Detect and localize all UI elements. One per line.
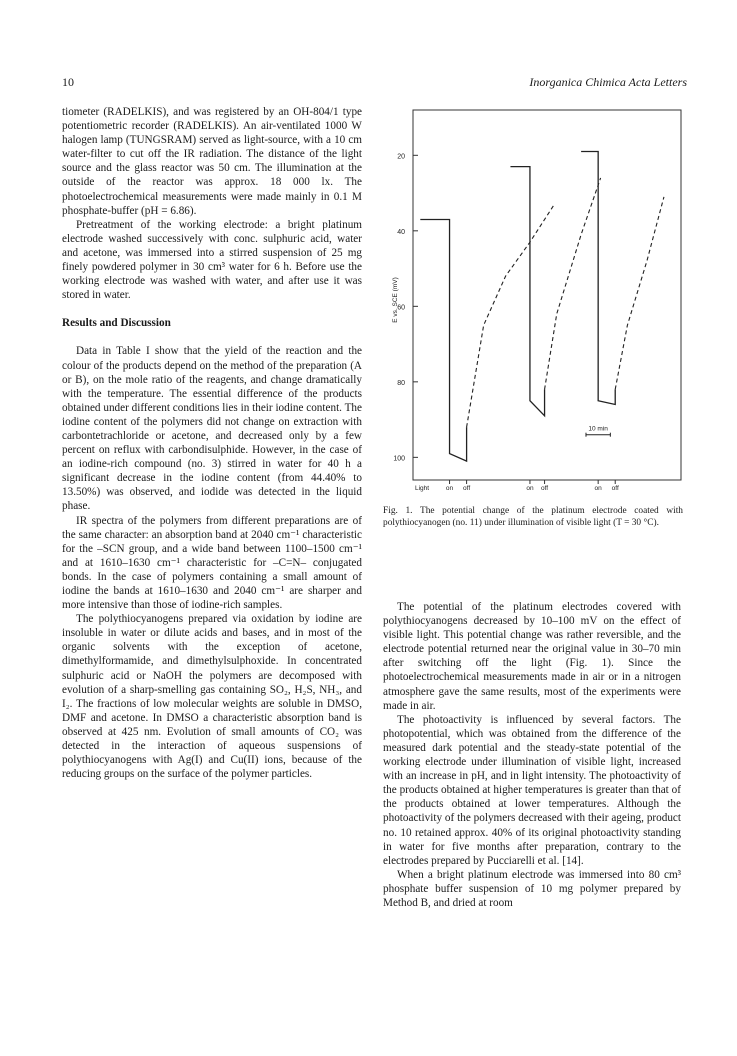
paragraph: Pretreatment of the working electrode: a bright platinum electrode washed successively with conc. sulphuric acid, water and acetone, was immersed into a stirred suspension of 25 mg finely powdered polymer in 30 cm³ water for 6 h. Before use the working electrode was washed with water, and after use it was stored in water. xyxy=(62,218,362,302)
page-number: 10 xyxy=(62,75,74,89)
series-line-solid xyxy=(420,219,466,461)
paragraph: IR spectra of the polymers from different preparations are of the same character: an absorption band at 2040 cm⁻¹ characteristic for the –SCN group, and a wide band between 1100–1500 cm⁻¹ and at 1610–1630 cm⁻¹ characteristic for –C=N– conjugated bonds. In the case of polymers containing a small amount of iodine the bands at 1610–1630 and 2040 cm⁻¹ are sharper and more intensive than those of iodine-rich samples. xyxy=(62,514,362,612)
series-line-solid xyxy=(581,152,615,405)
light-event-label: on xyxy=(445,485,454,492)
paragraph: When a bright platinum electrode was immersed into 80 cm³ phosphate buffer suspension of 10 mg polymer prepared by Method B, and dried at room xyxy=(383,868,681,909)
right-column xyxy=(383,600,681,910)
chart-marks xyxy=(420,152,664,462)
y-tick-label: 40 xyxy=(397,228,405,236)
light-event-label: on xyxy=(594,485,602,492)
light-event-label: on xyxy=(526,485,534,492)
light-event-label: off xyxy=(463,485,471,492)
figure-1-chart xyxy=(383,100,683,500)
light-event-label: off xyxy=(611,485,619,492)
series-line-dashed xyxy=(615,197,664,390)
paragraph: tiometer (RADELKIS), and was registered by an OH-804/1 type potentiometric recorder (RADELKIS). An air-ventilated 1000 W halogen lamp (TUNGSRAM) served as light-source, with a 10 cm water-filter to cut off the IR radiation. The distance of the light source and the glass reactor was 50 cm. The illumination at the outside of the reactor was approx. 18 000 lx. The photoelectrochemical measurements were made mainly in 0.1 M phosphate-buffer (pH = 6.86). xyxy=(62,106,362,217)
chart-axes xyxy=(392,110,681,492)
plot-frame xyxy=(413,110,681,480)
left-column xyxy=(62,105,362,781)
paragraph: Data in Table I show that the yield of the reaction and the colour of the products depend on the method of the preparation (A or B), on the mole ratio of the reagents, and change dramatically with the temperature. The essential difference of the products obtained under different conditions lies in their iodine content. The iodine content of the polymers did not change on extraction with carbontetrachloride or acetone, and decreased only by a few percent on reflux with carbondisulphide. However, in the case of an iodine-rich compound (no. 3) stirred in water for 40 h a significant decrease in the iodine content (from 44.40% to 13.50%) was observed, and iodide was detected in the liquid phase. xyxy=(62,345,362,513)
y-tick-label: 60 xyxy=(397,304,405,312)
series-line-dashed xyxy=(467,204,555,427)
paragraph: The polythiocyanogens prepared via oxidation by iodine are insoluble in water or dilute acids and bases, and in most of the organic solvents with the exception of acetone, dimethylformamide, and dimethylsulphoxide. In concentrated sulphuric acid or NaOH the polymers are decomposed with evolution of a sharp-smelling gas containing SO₂, H₂S, NH₃, and I₂. The fractions of low molecular weights are soluble in DMSO, DMF and acetone. In DMSO a characteristic absorption band is observed at 425 nm. Evolution of small amounts of CO₂ was detected in the interaction of aqueous suspensions of polythiocyanogens with Ag(I) and Cu(II) ions, because of the reducing groups on the surface of the polymer particles. xyxy=(62,613,362,781)
section-heading: Results and Discussion xyxy=(62,317,171,330)
journal-title: Inorganica Chimica Acta Letters xyxy=(529,75,687,89)
y-tick-label: 20 xyxy=(397,153,405,161)
y-axis-label: E vs. SCE (mV) xyxy=(392,277,399,323)
figure-caption: Fig. 1. The potential change of the platinum electrode coated with polythiocyanogen (no. 11) under illumination of visible light (T = 30 °C). xyxy=(383,506,683,528)
y-tick-label: 80 xyxy=(397,379,405,387)
series-line-dashed xyxy=(545,178,601,389)
light-event-label: off xyxy=(541,485,549,492)
y-tick-label: 100 xyxy=(393,455,405,463)
paragraph: The potential of the platinum electrodes covered with polythiocyanogens decreased by 10–100 mV on the effect of visible light. This potential change was rather reversible, and the electrode potential returned near the original value in 30–70 min after switching off the light (Fig. 1). Since the photoelectrochemical measurements made in air or in a nitrogen atmosphere gave the same results, most of the experiments were made in air. xyxy=(383,601,681,712)
series-line-solid xyxy=(510,167,544,416)
light-label: Light xyxy=(415,485,430,492)
scale-bar-label: 10 min xyxy=(588,425,608,433)
paragraph: The photoactivity is influenced by several factors. The photopotential, which was obtained from the difference of the measured dark potential and the steady-state potential of the working electrode under illumination of visible light, increased with an increase in pH, and in light intensity. The photoactivity of the products obtained at higher temperatures is greater than that of the products obtained at lower temperatures. Although the photoactivity of the polymers decreased with their ageing, product no. 10 retained approx. 40% of its original photoactivity standing in water for five months after preparation, contrary to the electrodes prepared by Pucciarelli et al. [14]. xyxy=(383,713,681,867)
